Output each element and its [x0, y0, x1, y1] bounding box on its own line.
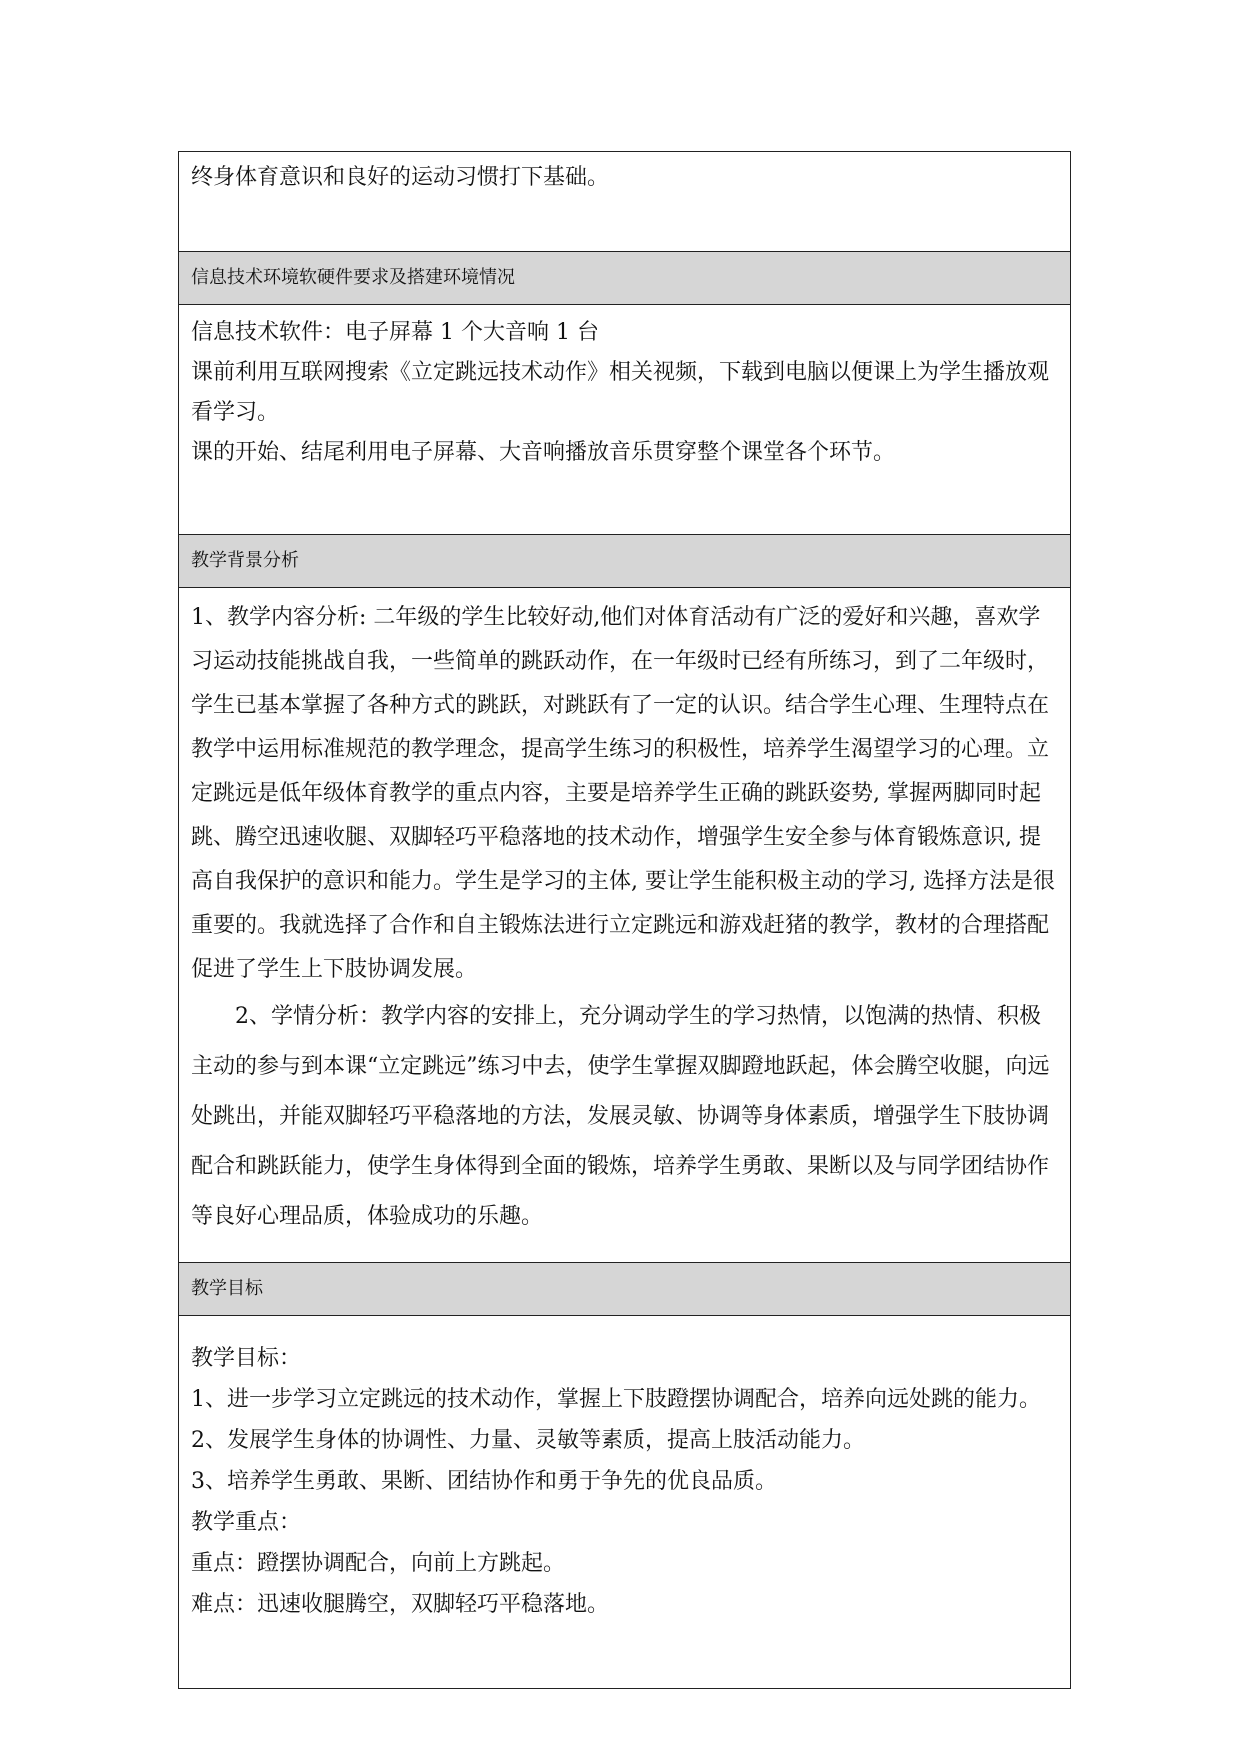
goal-item: 2、发展学生身体的协调性、力量、灵敏等素质，提高上肢活动能力。 — [191, 1428, 865, 1453]
env-header-row — [179, 252, 1071, 305]
learner-analysis-paragraph: 2、学情分析：教学内容的安排上，充分调动学生的学习热情，以饱满的热情、积极主动的参与到本课“立定跳远”练习中去，使学生掌握双脚蹬地跃起，体会腾空收腿，向远处跳出，并能双脚轻巧平稳落地的方法，发展灵敏、协调等身体素质，增强学生下肢协调配合和跳跃能力，使学生身体得到全面的锻炼，培养学生勇敢、果断以及与同学团结协作等良好心理品质，体验成功的乐趣。 — [191, 1004, 1050, 1229]
background-section-header: 教学背景分析 — [179, 535, 1071, 588]
env-line: 信息技术软件：电子屏幕 1 个大音响 1 台 — [191, 320, 599, 345]
difficult-point: 难点：迅速收腿腾空，双脚轻巧平稳落地。 — [191, 1592, 610, 1617]
continuation-text: 终身体育意识和良好的运动习惯打下基础。 — [191, 165, 610, 190]
goals-header-row — [179, 1263, 1071, 1316]
env-content-cell — [179, 305, 1071, 535]
background-content-row — [179, 588, 1071, 1263]
focus-title: 教学重点： — [191, 1510, 302, 1535]
goal-item: 1、进一步学习立定跳远的技术动作，掌握上下肢蹬摆协调配合，培养向远处跳的能力。 — [191, 1387, 1041, 1412]
continuation-row — [179, 152, 1071, 252]
env-content-row — [179, 305, 1071, 535]
lesson-plan-table — [178, 151, 1071, 1689]
background-header-row — [179, 535, 1071, 588]
env-line: 课前利用互联网搜索《立定跳远技术动作》相关视频，下载到电脑以便课上为学生播放观看学习。 — [191, 360, 1050, 425]
key-point: 重点：蹬摆协调配合，向前上方跳起。 — [191, 1551, 566, 1576]
lesson-plan-page — [178, 151, 1071, 1689]
goals-content-row — [179, 1316, 1071, 1689]
goals-section-header: 教学目标 — [179, 1263, 1071, 1316]
continuation-cell — [179, 152, 1071, 252]
content-analysis-paragraph: 1、教学内容分析: 二年级的学生比较好动,他们对体育活动有广泛的爱好和兴趣，喜欢学习运动技能挑战自我，一些简单的跳跃动作，在一年级时已经有所练习，到了二年级时，学生已基本掌握了各种方式的跳跃，对跳跃有了一定的认识。结合学生心理、生理特点在教学中运用标准规范的教学理念，提高学生练习的积极性，培养学生渴望学习的心理。立定跳远是低年级体育教学的重点内容，主要是培养学生正确的跳跃姿势, 掌握两脚同时起跳、腾空迅速收腿、双脚轻巧平稳落地的技术动作，增强学生安全参与体育锻炼意识, 提高自我保护的意识和能力。学生是学习的主体, 要让学生能积极主动的学习, 选择方法是很重要的。我就选择了合作和自主锻炼法进行立定跳远和游戏赶猪的教学，教材的合理搭配促进了学生上下肢协调发展。 — [191, 605, 1055, 982]
goals-title: 教学目标： — [191, 1346, 302, 1371]
goals-content-cell — [179, 1316, 1071, 1689]
env-line: 课的开始、结尾利用电子屏幕、大音响播放音乐贯穿整个课堂各个环节。 — [191, 440, 896, 465]
goal-item: 3、培养学生勇敢、果断、团结协作和勇于争先的优良品质。 — [191, 1469, 777, 1494]
background-content-cell — [179, 588, 1071, 1263]
env-section-header: 信息技术环境软硬件要求及搭建环境情况 — [179, 252, 1071, 305]
